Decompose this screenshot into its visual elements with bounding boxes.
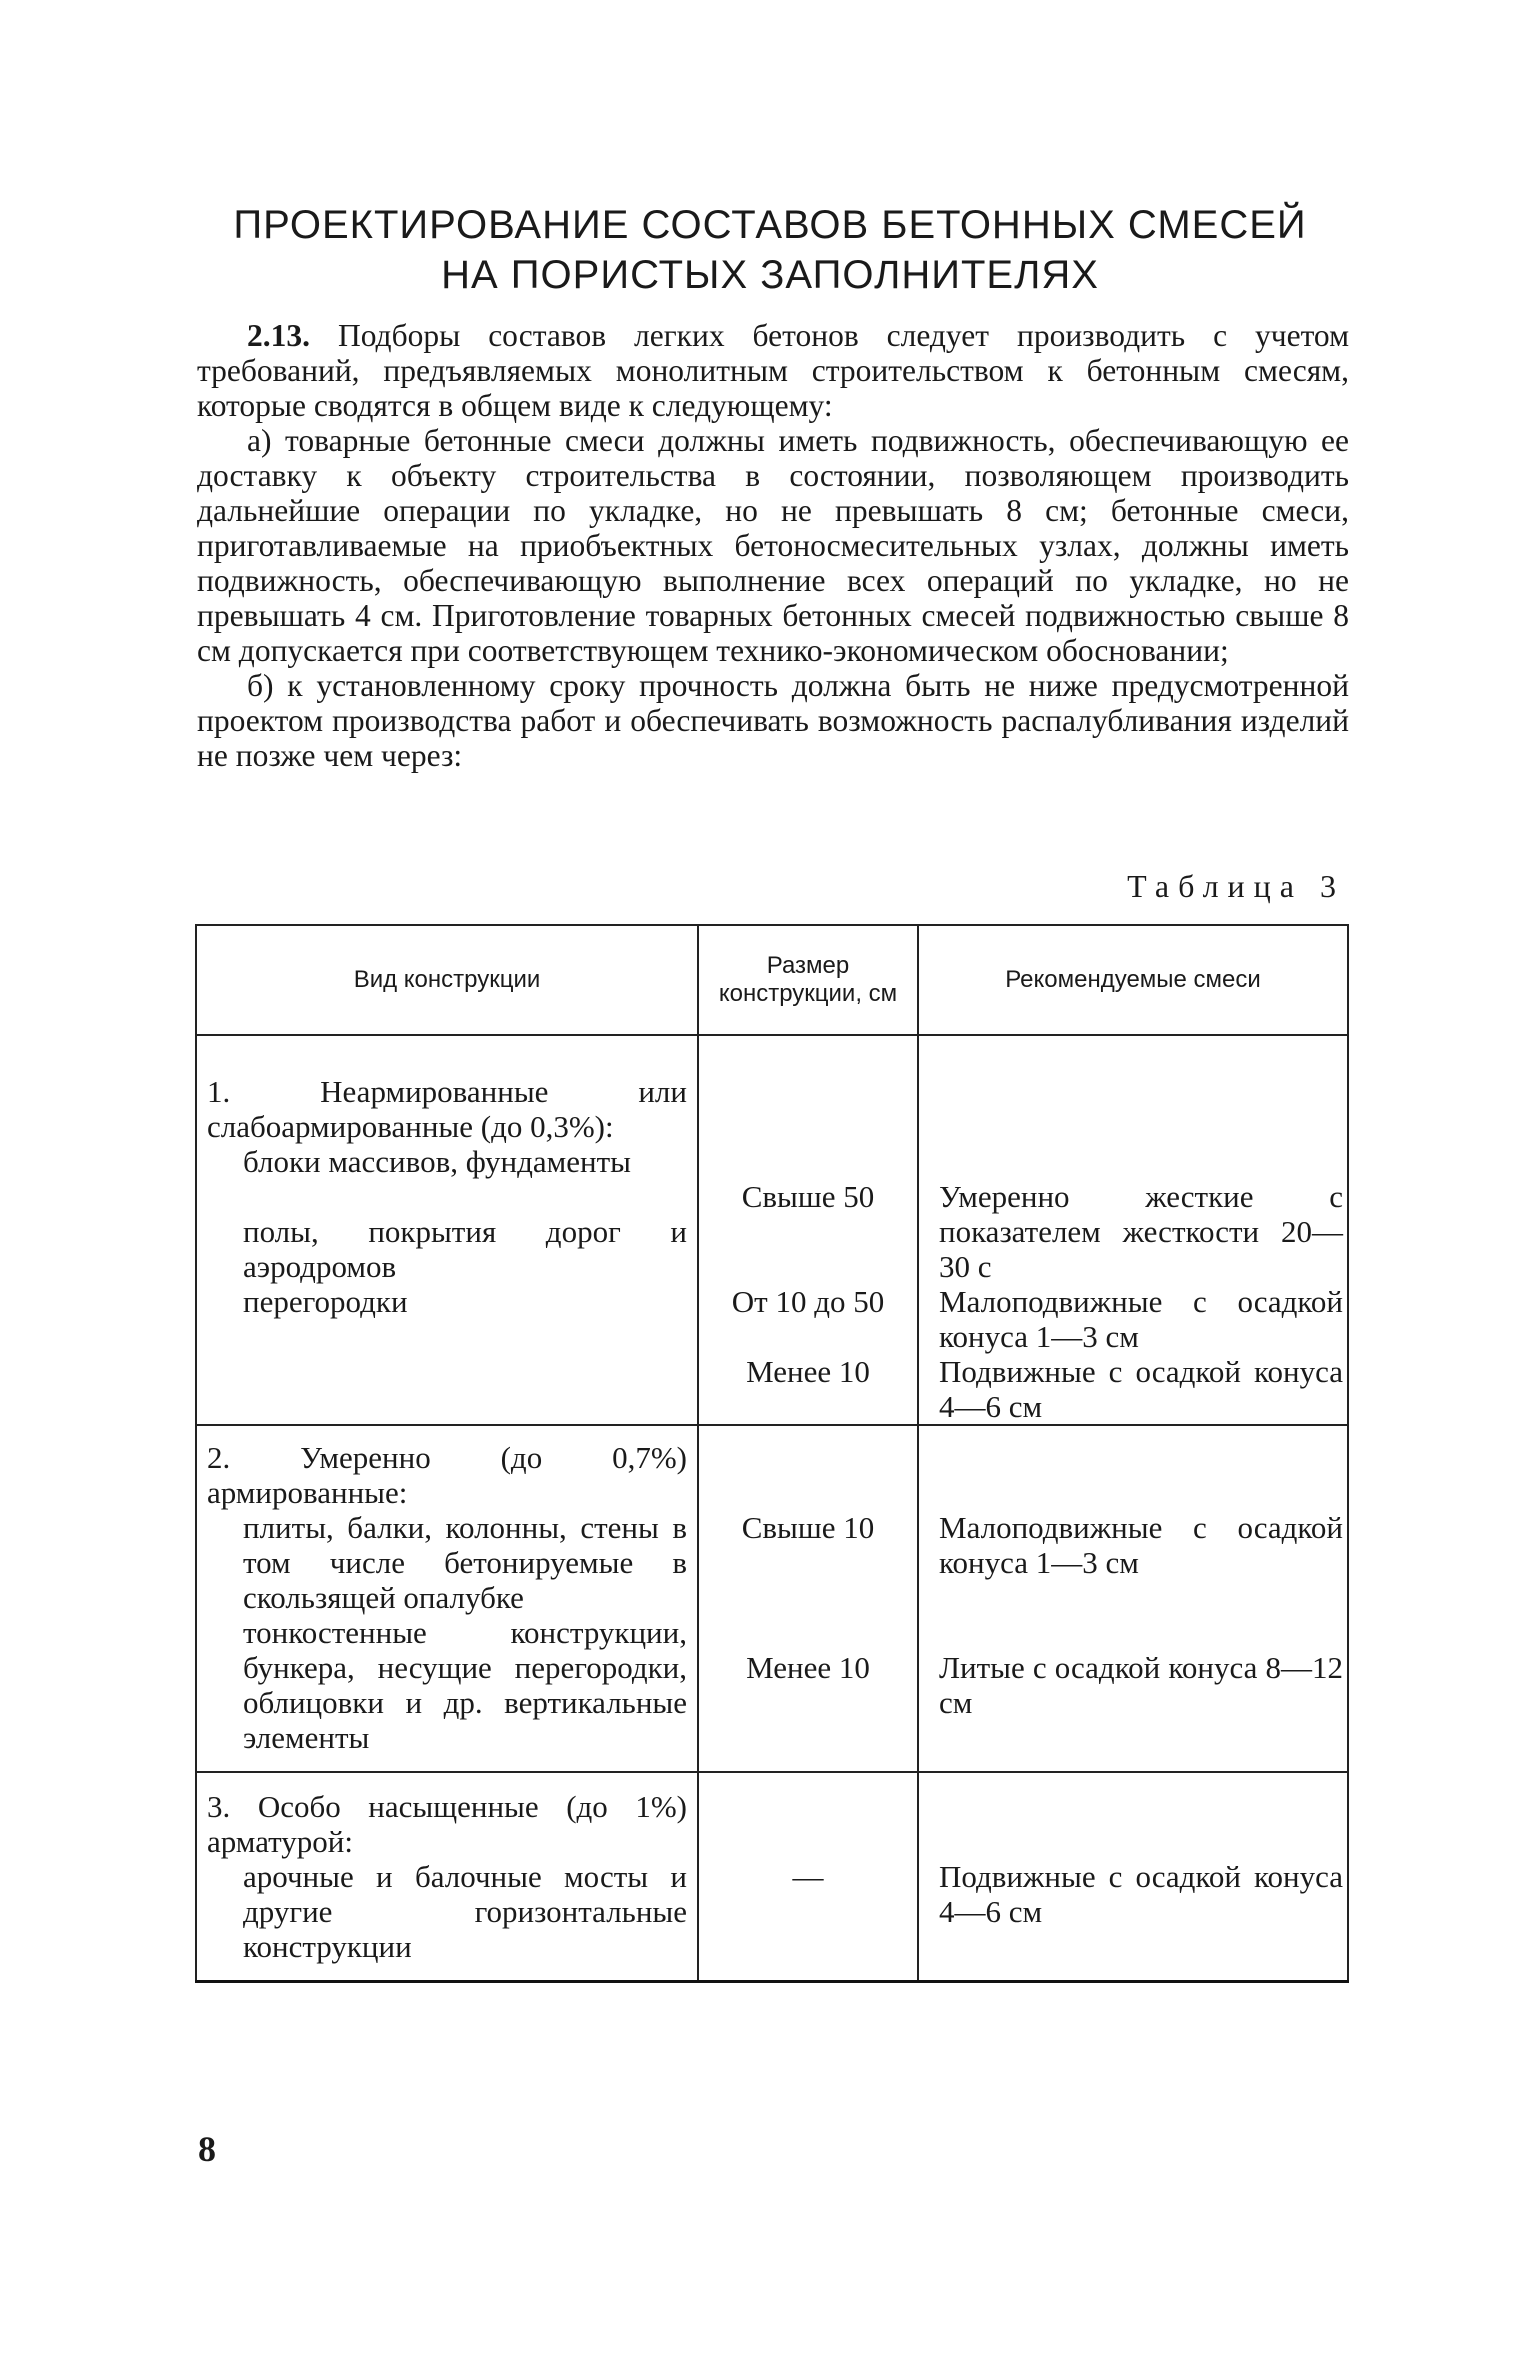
table-row-group-1 [196, 1035, 1348, 1425]
header-size: Размер конструкции, см [698, 925, 918, 1035]
header-mix: Рекомендуемые смеси [918, 925, 1348, 1035]
group-item-size: От 10 до 50 [731, 1284, 885, 1319]
group-item-size: Менее 10 [746, 1650, 870, 1685]
group-item-size: — [792, 1859, 824, 1894]
mix-table [195, 924, 1349, 1983]
group-heading: 2. Умеренно (до 0,7%) армированные: [207, 1440, 687, 1510]
section-title-line-2: НА ПОРИСТЫХ ЗАПОЛНИТЕЛЯХ [441, 253, 1099, 297]
group-1-size-cell [698, 1035, 918, 1425]
paragraph-a: а) товарные бетонные смеси должны иметь подвижность, обеспечивающую ее доставку к объекту строительства в состоянии, позволяющем производить дальнейшие операции по укладке, но не превышать 8 см; бетонные смеси, приготавливаемые на приобъектных бетоносмесительных узлах, должны иметь подвижность, обеспечивающую выполнение всех операций по укладке, но не превышать 4 см. Приготовление товарных бетонных смесей подвижностью свыше 8 см допускается при соответствующем технико-экономическом обосновании; [197, 423, 1349, 668]
section-title [180, 200, 1360, 300]
group-item-mix: Умеренно жесткие с показателем жесткости 20—30 с [939, 1179, 1343, 1284]
table-header-row [196, 925, 1348, 1035]
group-item-kind: тонкостенные конструкции, бункера, несущие перегородки, облицовки и др. вертикальные элементы [243, 1615, 687, 1755]
group-2-kind-cell [196, 1425, 698, 1772]
table-3 [195, 924, 1347, 1983]
group-1-mix-cell [918, 1035, 1348, 1425]
group-item-mix: Подвижные с осадкой конуса 4—6 см [939, 1859, 1343, 1929]
group-item-size: Менее 10 [746, 1354, 870, 1389]
header-kind: Вид конструкции [196, 925, 698, 1035]
group-3-size-cell [698, 1772, 918, 1982]
paragraph-2-13 [197, 318, 1349, 423]
group-item-kind: блоки массивов, фундаменты [243, 1144, 631, 1179]
table-caption: Таблица 3 [1127, 868, 1345, 904]
paragraph-b: б) к установленному сроку прочность должна быть не ниже предусмотренной проектом производства работ и обеспечивать возможность распалубливания изделий не позже чем через: [197, 668, 1349, 773]
group-item-kind: арочные и балочные мосты и другие горизонтальные конструкции [243, 1859, 687, 1964]
group-1-kind-cell [196, 1035, 698, 1425]
group-heading: 3. Особо насыщенные (до 1%) арматурой: [207, 1789, 687, 1859]
paragraph-2-13-text: Подборы составов легких бетонов следует производить с учетом требований, предъявляемых монолитным строительством к бетонным смесям, которые сводятся в общем виде к следующему: [197, 318, 1350, 423]
section-title-line-1: ПРОЕКТИРОВАНИЕ СОСТАВОВ БЕТОННЫХ СМЕСЕЙ [233, 203, 1307, 247]
group-item-kind: перегородки [243, 1284, 408, 1319]
group-item-mix: Малоподвижные с осадкой конуса 1—3 см [939, 1284, 1343, 1354]
table-row-group-2 [196, 1425, 1348, 1772]
group-item-mix: Малоподвижные с осадкой конуса 1—3 см [939, 1510, 1343, 1580]
table-row-group-3 [196, 1772, 1348, 1982]
group-heading: 1. Неармированные или слабоармированные (до 0,3%): [207, 1074, 687, 1144]
group-2-size-cell [698, 1425, 918, 1772]
group-item-size: Свыше 50 [741, 1179, 875, 1214]
group-3-mix-cell [918, 1772, 1348, 1982]
group-item-kind: полы, покрытия дорог и аэродромов [243, 1214, 687, 1284]
body-text [197, 318, 1349, 773]
paragraph-number: 2.13. [247, 318, 310, 353]
group-item-mix: Литые с осадкой конуса 8—12 см [939, 1650, 1343, 1720]
group-2-mix-cell [918, 1425, 1348, 1772]
group-item-mix: Подвижные с осадкой конуса 4—6 см [939, 1354, 1343, 1424]
page-number: 8 [198, 2129, 216, 2169]
group-item-kind: плиты, балки, колонны, стены в том числе бетонируемые в скользящей опалубке [243, 1510, 687, 1615]
group-item-size: Свыше 10 [741, 1510, 875, 1545]
group-3-kind-cell [196, 1772, 698, 1982]
